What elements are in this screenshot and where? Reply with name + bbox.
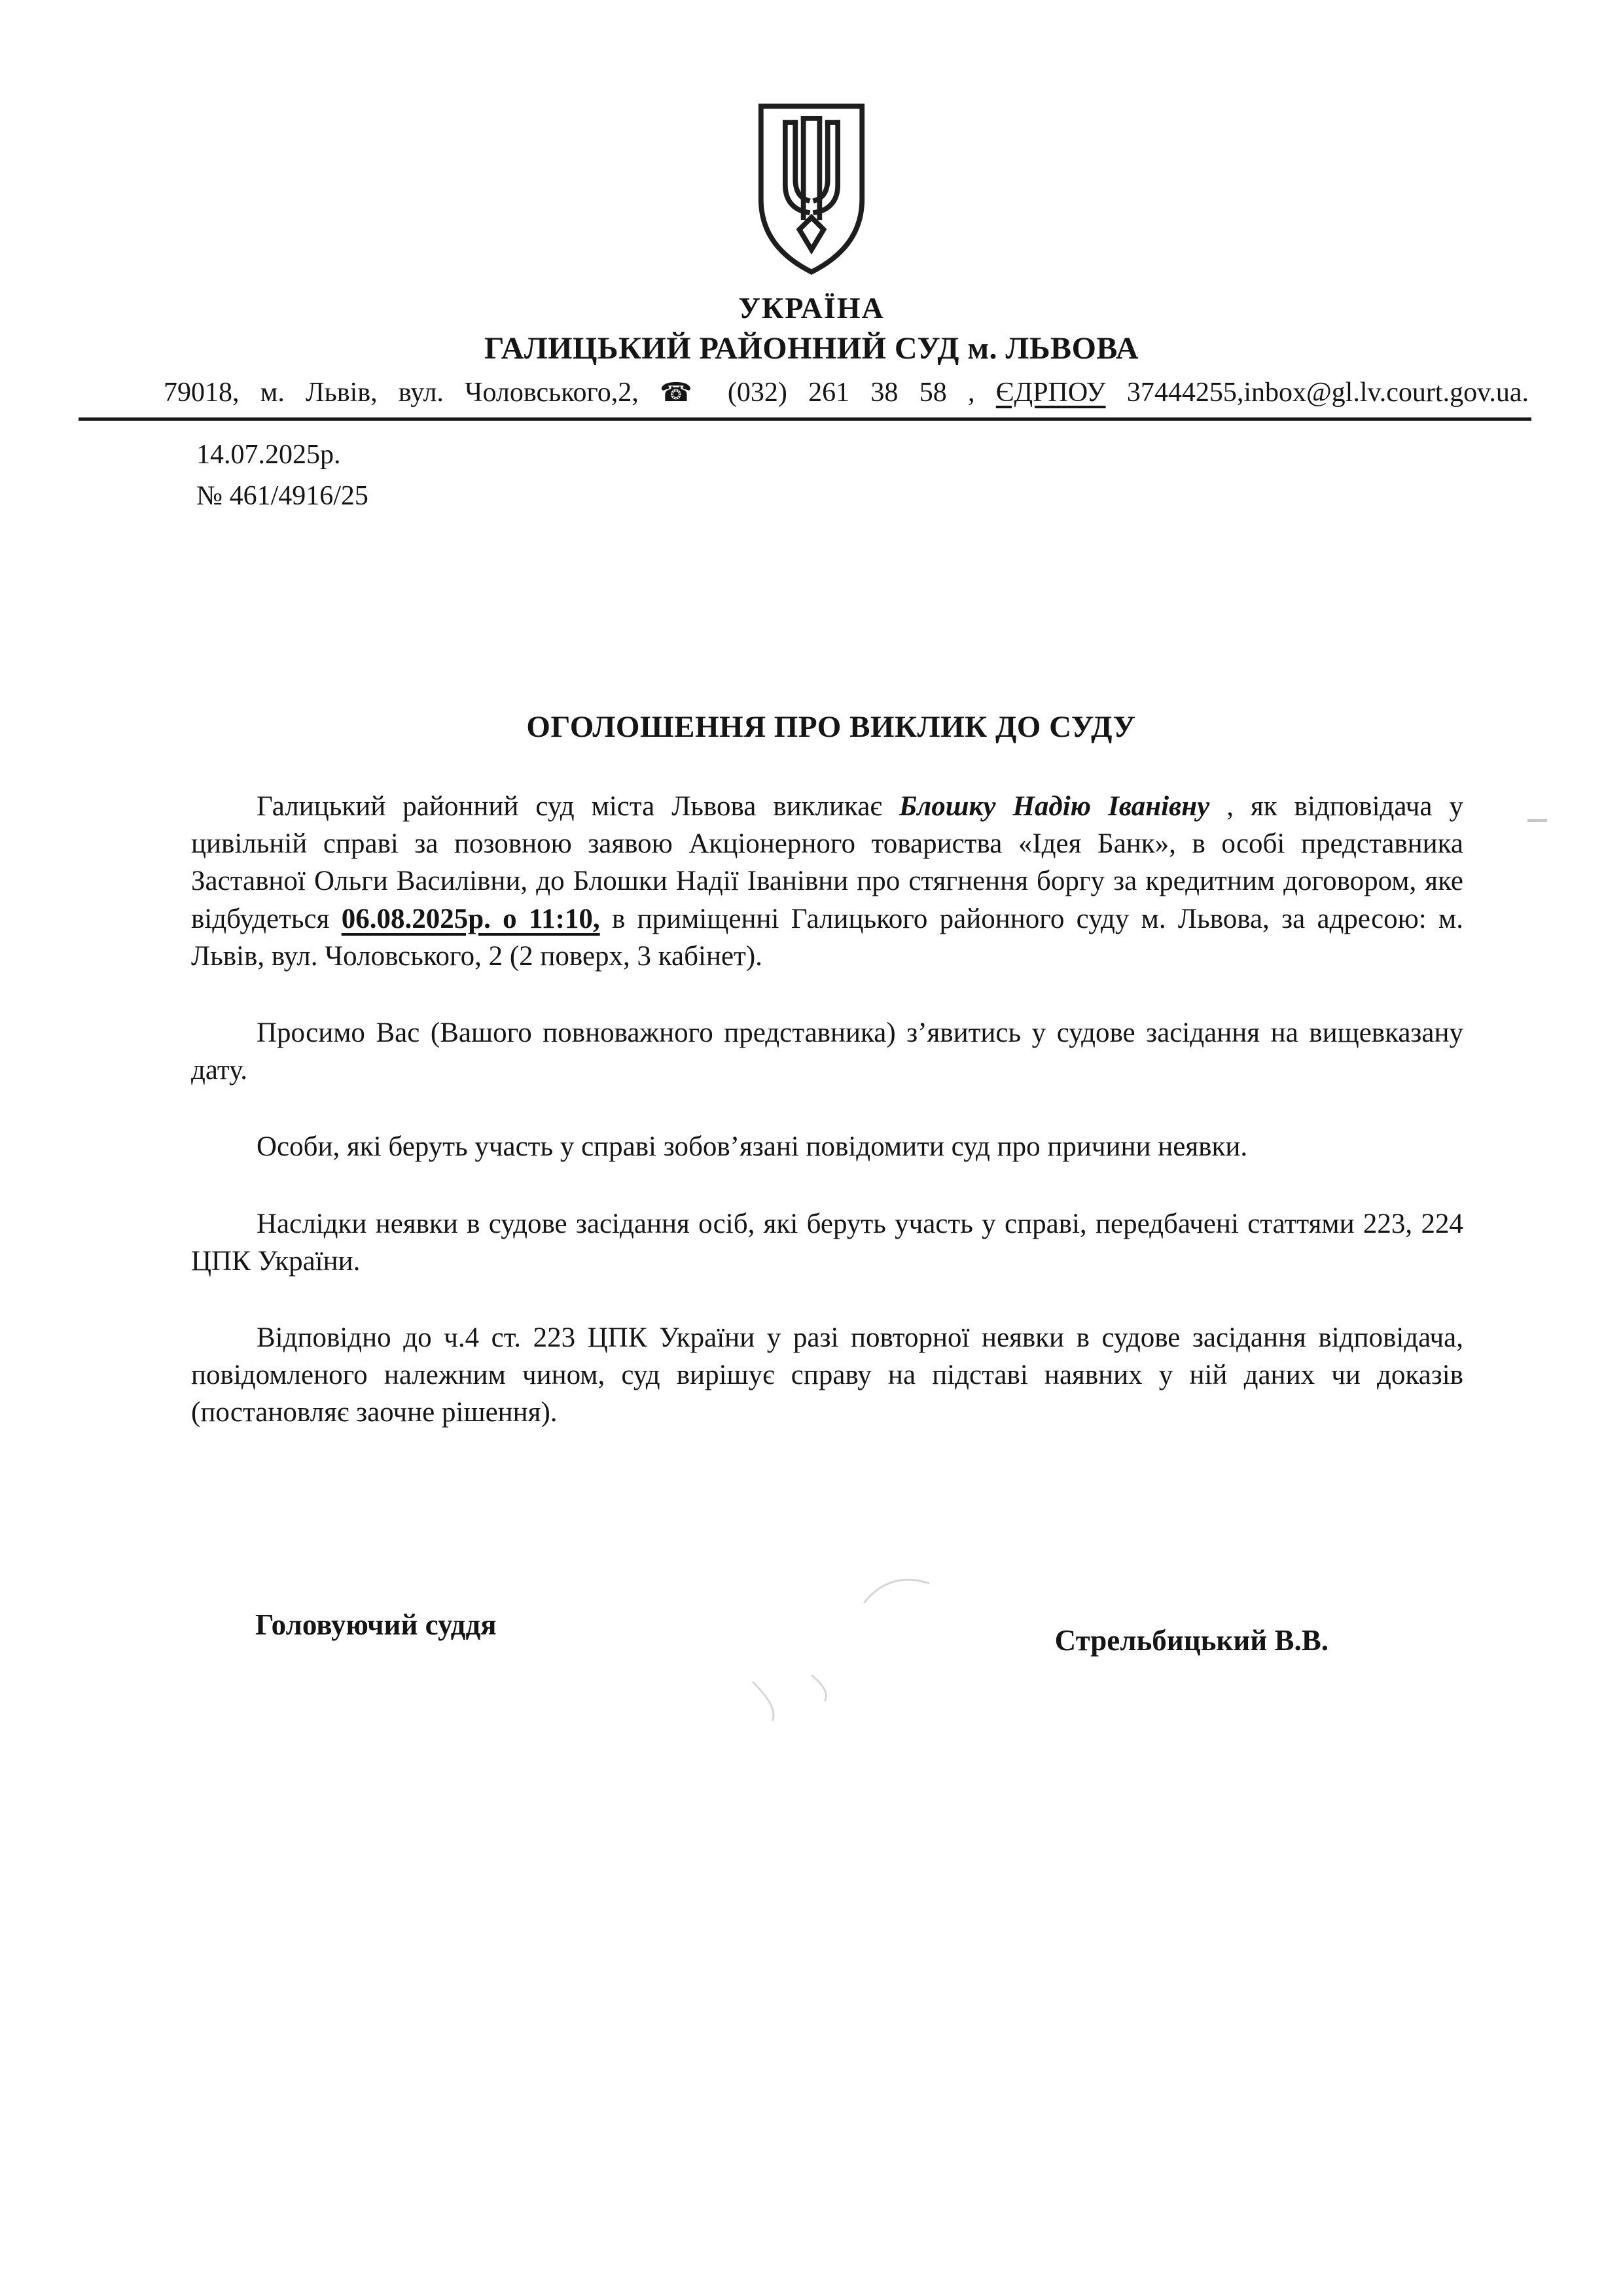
signature-block [0, 1608, 1623, 1657]
letterhead-address-line [79, 377, 1531, 421]
phone-number: (032) 261 38 58 , [727, 378, 975, 408]
ukraine-trident-icon [749, 98, 874, 280]
paragraph-obligation: Особи, які беруть участь у справі зобов’язані повідомити суд про причини неявки. [257, 1131, 1248, 1163]
court-name: ГАЛИЦЬКИЙ РАЙОННИЙ СУД м. ЛЬВОВА [484, 331, 1139, 366]
address-street: 79018, м. Львів, вул. Чоловського,2, [164, 378, 639, 408]
letter-meta [196, 438, 1623, 513]
scan-artifact [1525, 817, 1551, 824]
paragraph-consequences: Наслідки неявки в судове засідання осіб, які беруть участь у справі, передбачені статтями 223, 224 ЦПК України. [191, 1208, 1463, 1277]
signature-role: Головуючий суддя [255, 1608, 497, 1642]
signature-name: Стрельбицький В.В. [1054, 1624, 1329, 1657]
summons-text: Галицький районний суд міста Львова викликає [257, 791, 882, 822]
paragraph-summons [191, 788, 1463, 975]
paragraph-law-reference: Відповідно до ч.4 ст. 223 ЦПК України у разі повторної неявки в судове засідання відповідача, повідомленого належним чином, суд вирішує справу на підставі наявних у ній даних чи доказів (постановляє заочне рішення). [191, 1322, 1463, 1428]
hearing-datetime: 06.08.2025р. о 11:10, [341, 903, 600, 934]
document-title: ОГОЛОШЕННЯ ПРО ВИКЛИК ДО СУДУ [526, 710, 1136, 744]
paragraph-request: Просимо Вас (Вашого повноважного представника) з’явитись у судове засідання на вищевказану дату. [191, 1017, 1463, 1086]
edrpou-and-email: 37444255,inbox@gl.lv.court.gov.ua. [1126, 378, 1529, 408]
document-body [191, 788, 1463, 1431]
case-number: № 461/4916/25 [196, 480, 368, 511]
summons-text: , як відповідача у цивільній справі за позовною заявою Акціонерного товариства «Ідея Банк», в особі представника Заставної Ольги Василівни, до Блошки Надії Іванівни про стягнення боргу за кредитним договором, яке відбудеться [191, 791, 1464, 934]
phone-icon: ☎ [660, 378, 707, 408]
edrpou-label: ЄДРПОУ [995, 378, 1106, 408]
coat-of-arms [0, 98, 1623, 280]
country-name: УКРАЇНА [738, 291, 885, 325]
letter-date: 14.07.2025р. [196, 440, 341, 470]
defendant-name: Блошку Надію Іванівну [899, 791, 1210, 822]
summons-text: в приміщенні Галицького районного суду м. Львова, за адресою: м. Львів, вул. Чоловського, 2 (2 поверх, 3 кабінет). [191, 903, 1464, 972]
scan-artifact [733, 1662, 864, 1734]
